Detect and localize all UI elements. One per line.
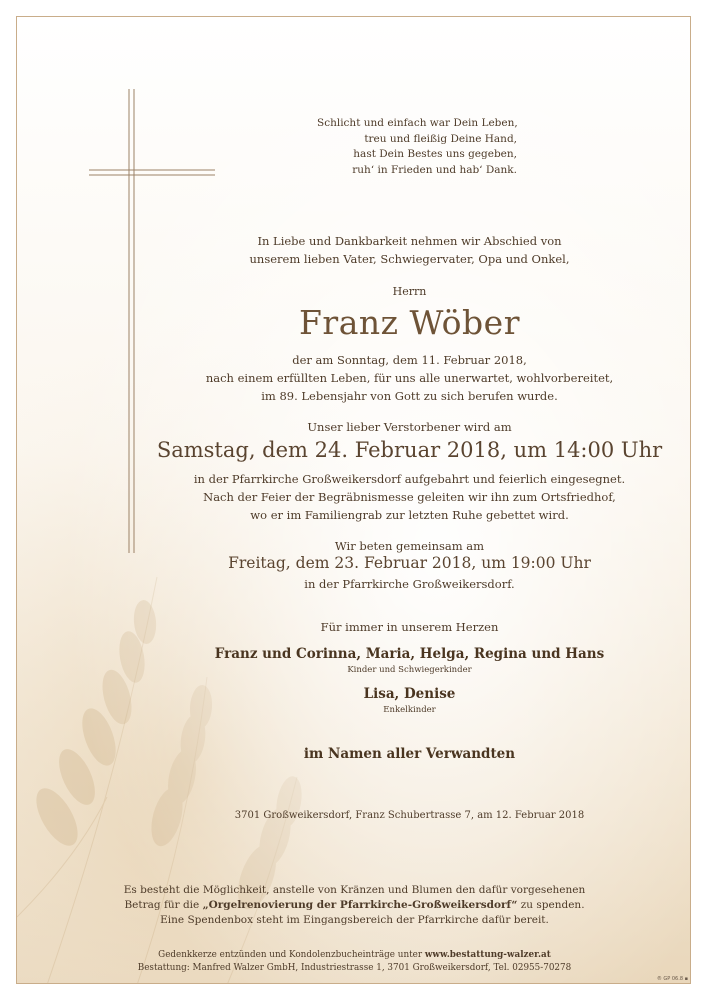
funeral-date: Samstag, dem 24. Februar 2018, um 14:00 Uhr	[156, 438, 663, 462]
poem	[317, 116, 517, 178]
children-names: Franz und Corinna, Maria, Helga, Regina und Hans	[214, 646, 605, 662]
donation-line	[17, 898, 691, 914]
forever-line: Für immer in unserem Herzen	[320, 620, 499, 634]
grandchildren-label: Enkelkinder	[383, 705, 436, 715]
intro-line: unserem lieben Vater, Schwiegervater, Opa und Onkel,	[249, 252, 570, 266]
footer-line: Bestattung: Manfred Walzer GmbH, Industriestrasse 1, 3701 Großweikersdorf, Tel. 02955-70278	[137, 963, 572, 973]
footer-text: Gedenkkerze entzünden und Kondolenzbucheinträge unter	[158, 950, 425, 960]
obituary-content	[17, 17, 691, 984]
donation-line: Es besteht die Möglichkeit, anstelle von Kränzen und Blumen den dafür vorgesehenen	[123, 884, 586, 896]
place-date: 3701 Großweikersdorf, Franz Schubertrasse 7, am 12. Februar 2018	[234, 810, 585, 821]
obituary-frame	[16, 16, 691, 984]
poem-line: ruh‘ in Frieden und hab‘ Dank.	[352, 163, 517, 176]
poem-line: hast Dein Bestes uns gegeben,	[353, 148, 517, 161]
relatives-line: im Namen aller Verwandten	[303, 746, 516, 762]
children-label: Kinder und Schwiegerkinder	[347, 665, 472, 675]
intro-line: In Liebe und Dankbarkeit nehmen wir Abschied von	[257, 234, 562, 248]
prayer-place: in der Pfarrkirche Großweikersdorf.	[304, 577, 515, 591]
footer-website-link[interactable]: www.bestattung-walzer.at	[424, 950, 551, 960]
death-text-line: nach einem erfüllten Leben, für uns alle unerwartet, wohlvorbereitet,	[205, 371, 614, 385]
donation-line: Eine Spendenbox steht im Eingangsbereich der Pfarrkirche dafür bereit.	[160, 914, 549, 926]
funeral-text-line: wo er im Familiengrab zur letzten Ruhe gebettet wird.	[250, 508, 569, 522]
prayer-intro: Wir beten gemeinsam am	[334, 539, 485, 553]
donation-text: Betrag für die	[124, 899, 203, 911]
poem-line: Schlicht und einfach war Dein Leben,	[317, 117, 518, 129]
poem-line: treu und fleißig Deine Hand,	[364, 132, 517, 145]
donation-text: zu spenden.	[517, 899, 585, 911]
deceased-name: Franz Wöber	[299, 303, 520, 342]
prayer-date: Freitag, dem 23. Februar 2018, um 19:00 Uhr	[228, 554, 591, 572]
print-code: ® GP 06.8 ▪	[656, 976, 688, 982]
footer-line	[17, 949, 691, 962]
funeral-text-line: in der Pfarrkirche Großweikersdorf aufgebahrt und feierlich eingesegnet.	[193, 472, 626, 486]
death-text-line: der am Sonntag, dem 11. Februar 2018,	[292, 353, 527, 367]
salutation: Herrn	[392, 285, 427, 298]
death-text-line: im 89. Lebensjahr von Gott zu sich berufen wurde.	[261, 389, 558, 403]
donation-purpose: „Orgelrenovierung der Pfarrkirche-Großweikersdorf“	[202, 899, 518, 911]
funeral-intro: Unser lieber Verstorbener wird am	[307, 420, 512, 434]
grandchildren-names: Lisa, Denise	[363, 686, 456, 702]
funeral-text-line: Nach der Feier der Begräbnismesse geleiten wir ihn zum Ortsfriedhof,	[203, 490, 616, 504]
